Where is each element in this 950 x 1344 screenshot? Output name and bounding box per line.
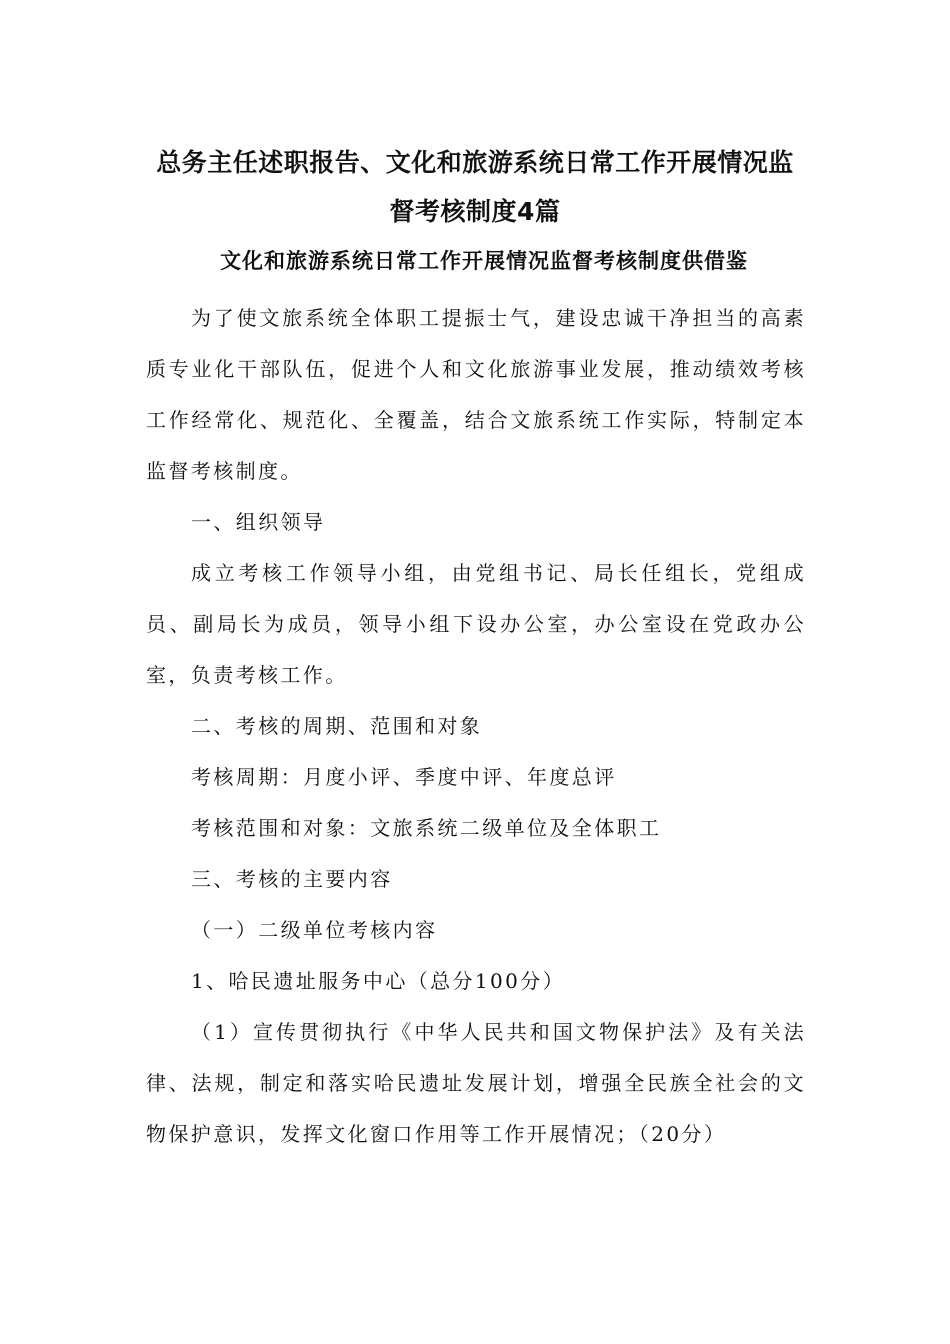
document-title-line-1: 总务主任述职报告、文化和旅游系统日常工作开展情况监 — [156, 148, 794, 177]
paragraph-intro: 为了使文旅系统全体职工提振士气，建设忠诚干净担当的高素质专业化干部队伍，促进个人和文化旅游事业发展，推动绩效考核工作经常化、规范化、全覆盖，结合文旅系统工作实际，特制定本监督考核制度。 — [146, 306, 806, 483]
paragraph-item-1: （1）宣传贯彻执行《中华人民共和国文物保护法》及有关法律、法规，制定和落实哈民遗址发展计划，增强全民族全社会的文物保护意识，发挥文化窗口作用等工作开展情况；（20分） — [146, 1020, 806, 1146]
document-body — [146, 293, 806, 1160]
subsection-heading-units: （一）二级单位考核内容 — [191, 918, 438, 942]
item-heading-hamin: 1、哈民遗址服务中心（总分100分） — [191, 969, 566, 993]
section-heading-organization: 一、组织领导 — [191, 510, 326, 534]
paragraph-scope: 考核范围和对象：文旅系统二级单位及全体职工 — [191, 816, 662, 840]
paragraph-period: 考核周期：月度小评、季度中评、年度总评 — [191, 765, 617, 789]
section-heading-period-scope: 二、考核的周期、范围和对象 — [191, 714, 483, 738]
document-title-line-2: 督考核制度4篇 — [389, 197, 561, 226]
section-heading-content: 三、考核的主要内容 — [191, 867, 393, 891]
paragraph-organization: 成立考核工作领导小组，由党组书记、局长任组长，党组成员、副局长为成员，领导小组下设办公室，办公室设在党政办公室，负责考核工作。 — [146, 561, 806, 687]
document-subtitle: 文化和旅游系统日常工作开展情况监督考核制度供借鉴 — [220, 249, 748, 273]
